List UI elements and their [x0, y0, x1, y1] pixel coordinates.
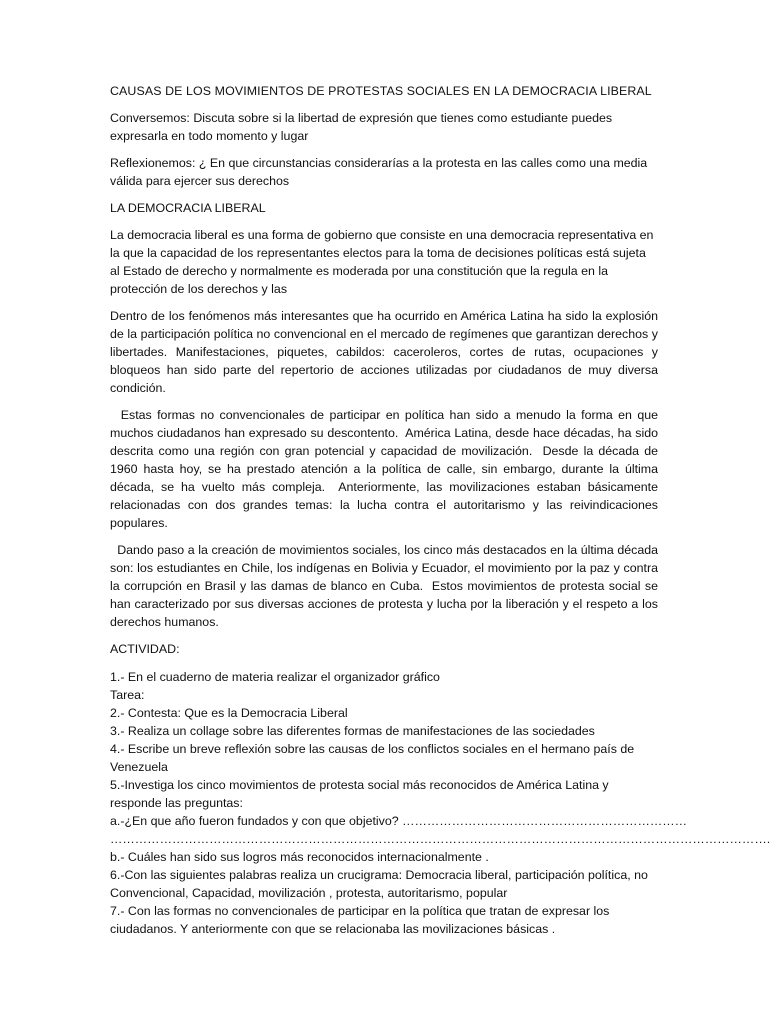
paragraph-unconventional-forms: Estas formas no convencionales de participar en política han sido a menudo la forma en que muchos ciudadanos han expresado su descontento. América Latina, desde hace décadas, ha sido descrita como una región con gran potencial y capacidad de movilización. Desde la década de 1960 hasta hoy, se ha prestado atención a la política de calle, sin embargo, durante la última década, se ha vuelto más compleja. Anteriormente, las movilizaciones estaban básicamente relacionadas con dos grandes temas: la lucha contra el autoritarismo y las reivindicaciones populares.	[110, 408, 662, 530]
activity-item-6: 6.-Con las siguientes palabras realiza un crucigrama: Democracia liberal, participación política, no Convencional, Capacidad, movilización , protesta, autoritarismo, popular	[110, 868, 648, 900]
activity-item-5a: a.-¿En que año fueron fundados y con que objetivo? ……………………………………………………………	[110, 814, 688, 828]
section-title: LA DEMOCRACIA LIBERAL	[110, 201, 266, 215]
activity-list	[110, 668, 770, 938]
paragraph-social-movements: Dando paso a la creación de movimientos sociales, los cinco más destacados en la última década son: los estudiantes en Chile, los indígenas en Bolivia y Ecuador, el movimiento por la paz y contra la corrupción en Brasil y las damas de blanco en Cuba. Estos movimientos de protesta social se han caracterizado por sus diversas acciones de protesta y lucha por la liberación y el respeto a los derechos humanos.	[110, 543, 662, 629]
activity-item-tarea: Tarea:	[110, 688, 145, 702]
document-title: CAUSAS DE LOS MOVIMIENTOS DE PROTESTAS SOCIALES EN LA DEMOCRACIA LIBERAL	[110, 84, 652, 98]
activity-item-5a-answer-line: …………………………………………………………………………………………………………………………………………….	[110, 832, 770, 846]
document-page	[110, 82, 770, 938]
reflexionemos-prompt: Reflexionemos: ¿ En que circunstancias considerarías a la protesta en las calles como una media válida para ejercer sus derechos	[110, 156, 648, 188]
conversemos-prompt: Conversemos: Discuta sobre si la libertad de expresión que tienes como estudiante puedes expresarla en todo momento y lugar	[110, 111, 613, 143]
activity-item-5b: b.- Cuáles han sido sus logros más reconocidos internacionalmente .	[110, 850, 489, 864]
activity-item-4: 4.- Escribe un breve reflexión sobre las causas de los conflictos sociales en el hermano país de Venezuela	[110, 742, 635, 774]
paragraph-definition: La democracia liberal es una forma de gobierno que consiste en una democracia representativa en la que la capacidad de los representantes electos para la toma de decisiones políticas está sujeta al Estado de derecho y normalmente es moderada por una constitución que la regula en la protección de los derechos y las	[110, 228, 654, 296]
activity-title: ACTIVIDAD:	[110, 642, 180, 656]
activity-item-1: 1.- En el cuaderno de materia realizar el organizador gráfico	[110, 670, 440, 684]
paragraph-phenomena: Dentro de los fenómenos más interesantes que ha ocurrido en América Latina ha sido la explosión de la participación política no convencional en el mercado de regímenes que garantizan derechos y libertades. Manifestaciones, piquetes, cabildos: caceroleros, cortes de rutas, ocupaciones y bloqueos han sido parte del repertorio de acciones utilizadas por ciudadanos de muy diversa condición.	[110, 309, 658, 395]
activity-item-2: 2.- Contesta: Que es la Democracia Liberal	[110, 706, 348, 720]
activity-item-3: 3.- Realiza un collage sobre las diferentes formas de manifestaciones de las sociedades	[110, 724, 595, 738]
activity-item-7: 7.- Con las formas no convencionales de participar en la política que tratan de expresar los ciudadanos. Y anteriormente con que se relacionaba las movilizaciones básicas .	[110, 904, 610, 936]
activity-item-5: 5.-Investiga los cinco movimientos de protesta social más reconocidos de América Latina y responde las preguntas:	[110, 778, 609, 810]
